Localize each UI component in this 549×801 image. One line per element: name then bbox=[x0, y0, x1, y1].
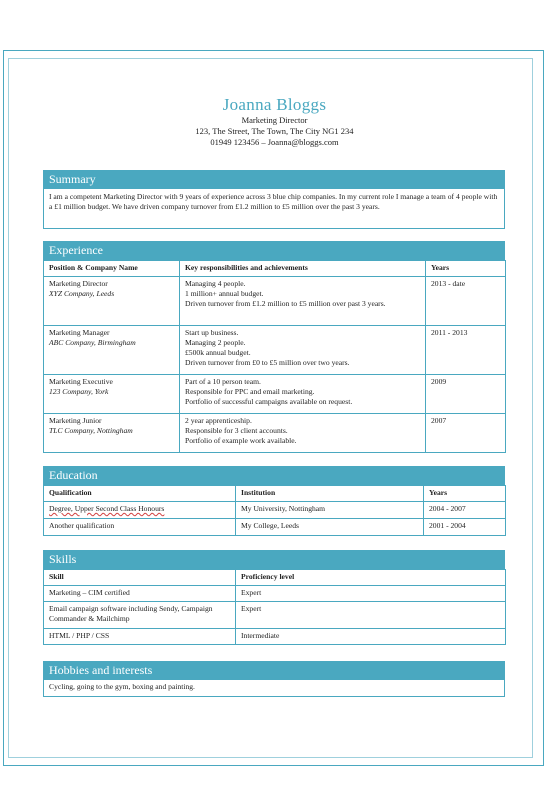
experience-table bbox=[43, 260, 506, 453]
institution-cell: My College, Leeds bbox=[236, 519, 424, 536]
table-row bbox=[44, 502, 506, 519]
education-section bbox=[43, 466, 505, 536]
duty-item: 1 million+ annual budget. bbox=[185, 289, 264, 298]
skill-cell: Email campaign software including Sendy, Campaign Commander & Mailchimp bbox=[44, 602, 236, 629]
position-cell bbox=[44, 414, 180, 453]
years-cell: 2011 - 2013 bbox=[426, 326, 506, 375]
duty-item: Driven turnover from £1.2 million to £5 million over past 3 years. bbox=[185, 299, 386, 308]
table-row bbox=[44, 586, 506, 602]
duties-cell bbox=[180, 326, 426, 375]
duty-item: 2 year apprenticeship. bbox=[185, 416, 252, 425]
company-name: ABC Company, Birmingham bbox=[49, 338, 136, 347]
candidate-name: Joanna Bloggs bbox=[222, 95, 327, 114]
position-title: Marketing Junior bbox=[49, 416, 102, 425]
years-cell: 2007 bbox=[426, 414, 506, 453]
duty-item: Start up business. bbox=[185, 328, 239, 337]
years-cell: 2001 - 2004 bbox=[424, 519, 506, 536]
duty-item: Part of a 10 person team. bbox=[185, 377, 261, 386]
level-cell: Intermediate bbox=[236, 629, 506, 645]
column-header: Key responsibilities and achievements bbox=[180, 261, 426, 277]
duty-item: £500k annual budget. bbox=[185, 348, 251, 357]
position-title: Marketing Executive bbox=[49, 377, 113, 386]
table-row bbox=[44, 326, 506, 375]
skills-section bbox=[43, 550, 505, 645]
qualification-cell: Another qualification bbox=[44, 519, 236, 536]
duty-item: Responsible for 3 client accounts. bbox=[185, 426, 288, 435]
position-title: Marketing Director bbox=[49, 279, 108, 288]
summary-heading: Summary bbox=[43, 170, 505, 189]
duties-cell bbox=[180, 277, 426, 326]
qualification-cell bbox=[44, 502, 236, 519]
summary-section bbox=[43, 170, 505, 229]
duty-item: Managing 4 people. bbox=[185, 279, 246, 288]
duty-item: Portfolio of example work available. bbox=[185, 436, 297, 445]
company-name: 123 Company, York bbox=[49, 387, 109, 396]
skills-table bbox=[43, 569, 506, 645]
column-header: Qualification bbox=[44, 486, 236, 502]
duty-item: Portfolio of successful campaigns available on request. bbox=[185, 397, 353, 406]
table-row bbox=[44, 602, 506, 629]
cv-header bbox=[0, 95, 549, 148]
years-cell: 2013 - date bbox=[426, 277, 506, 326]
summary-text: I am a competent Marketing Director with 9 years of experience across 3 blue chip companies. In my current role I manage a team of 4 people with a £1 million budget. We have driven company turnover from £1.2 million to £5 million over the past 3 years. bbox=[43, 189, 505, 229]
company-name: TLC Company, Nottingham bbox=[49, 426, 133, 435]
education-heading: Education bbox=[43, 466, 505, 485]
skill-cell: HTML / PHP / CSS bbox=[44, 629, 236, 645]
position-cell bbox=[44, 326, 180, 375]
position-cell bbox=[44, 277, 180, 326]
column-header: Skill bbox=[44, 570, 236, 586]
position-title: Marketing Manager bbox=[49, 328, 110, 337]
column-header: Years bbox=[426, 261, 506, 277]
hobbies-section bbox=[43, 661, 505, 697]
years-cell: 2004 - 2007 bbox=[424, 502, 506, 519]
address: 123, The Street, The Town, The City NG1 234 bbox=[195, 126, 354, 136]
table-header-row bbox=[44, 261, 506, 277]
level-cell: Expert bbox=[236, 602, 506, 629]
duties-cell bbox=[180, 414, 426, 453]
duties-cell bbox=[180, 375, 426, 414]
experience-section bbox=[43, 241, 505, 453]
table-row bbox=[44, 414, 506, 453]
institution-cell: My University, Nottingham bbox=[236, 502, 424, 519]
duty-item: Responsible for PPC and email marketing. bbox=[185, 387, 315, 396]
column-header: Years bbox=[424, 486, 506, 502]
table-header-row bbox=[44, 570, 506, 586]
skill-cell: Marketing – CIM certified bbox=[44, 586, 236, 602]
column-header: Proficiency level bbox=[236, 570, 506, 586]
contact-details: 01949 123456 – Joanna@bloggs.com bbox=[210, 137, 339, 147]
job-title: Marketing Director bbox=[241, 115, 308, 125]
table-row bbox=[44, 629, 506, 645]
table-header-row bbox=[44, 486, 506, 502]
years-cell: 2009 bbox=[426, 375, 506, 414]
skills-heading: Skills bbox=[43, 550, 505, 569]
hobbies-text: Cycling, going to the gym, boxing and painting. bbox=[43, 680, 505, 697]
column-header: Position & Company Name bbox=[44, 261, 180, 277]
qualification: Degree, Upper Second Class Honours bbox=[49, 504, 165, 513]
table-row bbox=[44, 277, 506, 326]
position-cell bbox=[44, 375, 180, 414]
duty-item: Managing 2 people. bbox=[185, 338, 246, 347]
level-cell: Expert bbox=[236, 586, 506, 602]
experience-heading: Experience bbox=[43, 241, 505, 260]
column-header: Institution bbox=[236, 486, 424, 502]
education-table bbox=[43, 485, 506, 536]
duty-item: Driven turnover from £0 to £5 million over two years. bbox=[185, 358, 350, 367]
hobbies-heading: Hobbies and interests bbox=[43, 661, 505, 680]
table-row bbox=[44, 375, 506, 414]
table-row bbox=[44, 519, 506, 536]
company-name: XYZ Company, Leeds bbox=[49, 289, 115, 298]
